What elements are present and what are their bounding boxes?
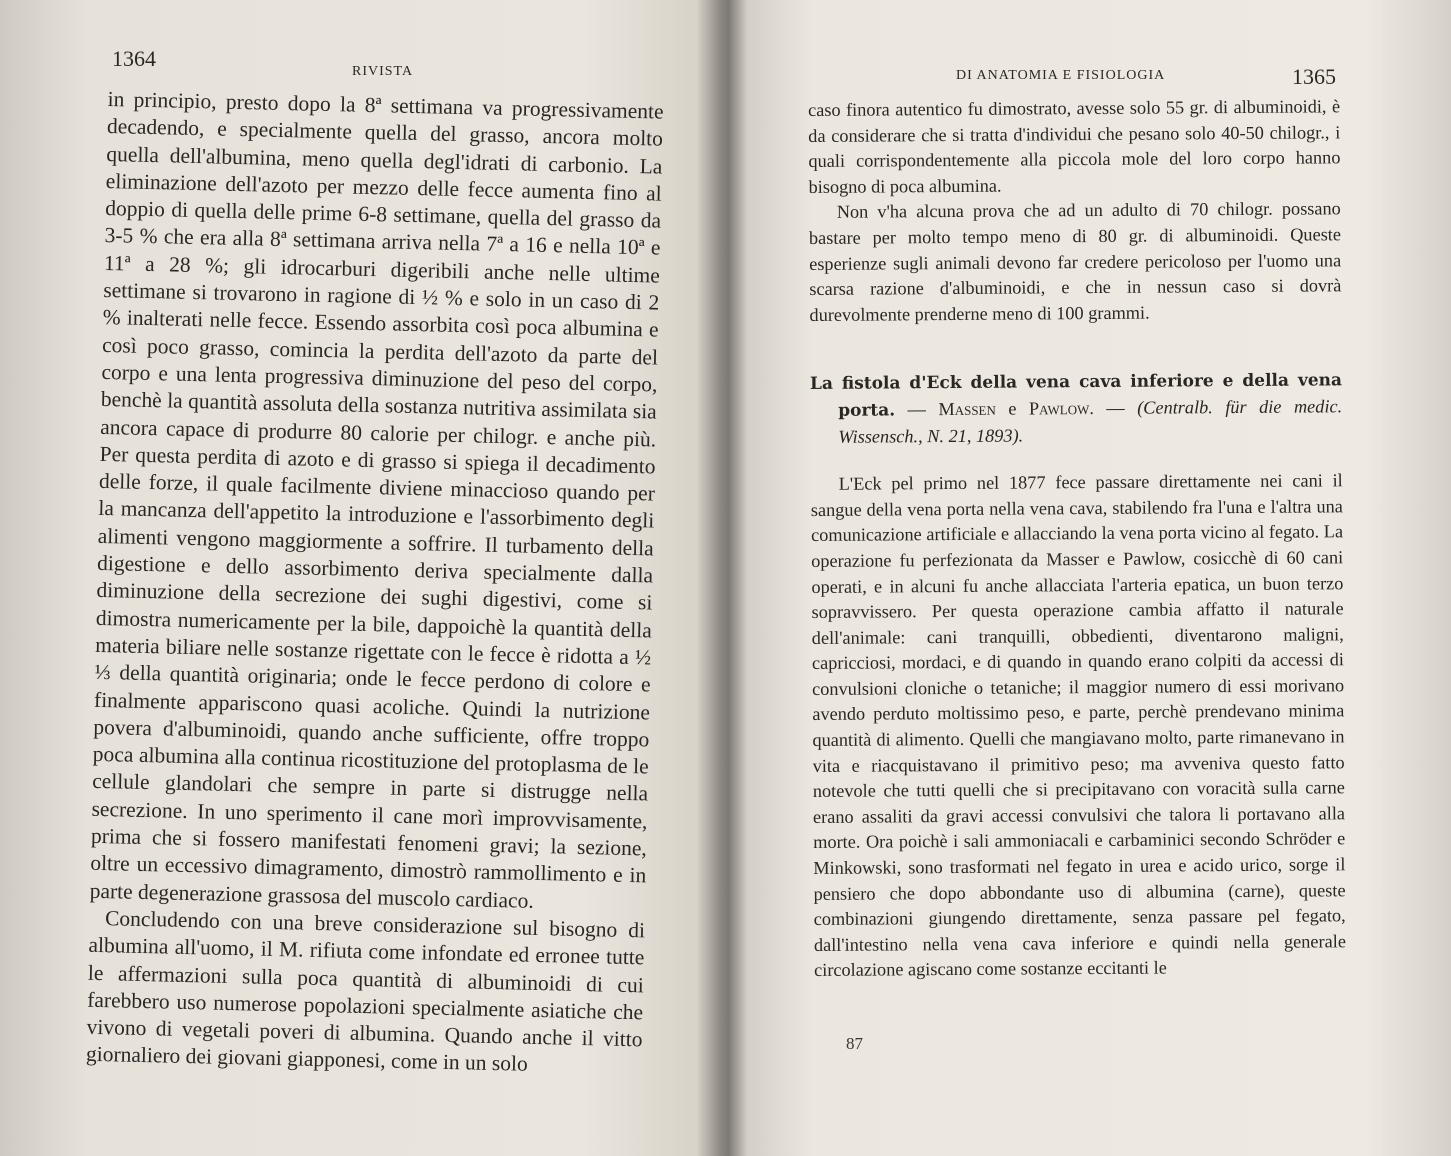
left-page-number: 1364	[112, 46, 156, 71]
article-title: La fistola d'Eck della vena cava inferiore e della vena porta.	[809, 370, 1343, 421]
left-paragraph-2: Concludendo con una breve considerazione sul bisogno di albumina all'uomo, il M. rifiuta come infondate ed erronee tutte le affermazioni sulla poca quantità di albuminoidi di cui farebbero uso numerose popolazioni specialmente asiatiche che vivono di vegetali poveri di albumina. Quando anche il vitto giornaliero dei giovani giapponesi, come in un solo	[85, 906, 646, 1077]
article-heading	[810, 368, 1343, 450]
right-running-head: DI ANATOMIA E FISIOLOGIA	[956, 68, 1166, 83]
left-running-head: RIVISTA	[352, 64, 414, 79]
right-page-number: 1365	[1292, 64, 1336, 89]
article-body: L'Eck pel primo nel 1877 fece passare direttamente nei cani il sangue della vena porta nella vena cava, stabilendo fra l'una e l'altra una comunicazione artificiale e allacciando la vena porta vicino al fegato. La operazione fu perfezionata da Masser e Pawlow, cosicchè di 60 cani operati, e in alcuni fu anche allacciata l'arteria epatica, un buon terzo sopravvissero. Per questa operazione cambia affatto il naturale dell'animale: cani tranquilli, obbedienti, diventarono maligni, capricciosi, mordaci, e di quando in quando erano colpiti da accessi di convulsioni cloniche o tetaniche; il maggior numero di essi morivano avendo perduto moltissimo peso, e parte, perchè prendevano minima quantità di alimento. Quelli che mangiavano molto, parte rimanevano in vita e riacquistavano il primitivo peso; ma avveniva questo fatto notevole che tutti quelli che si precipitavano con voracità sulla carne erano assaliti da gravi accessi convulsivi che talora li portavano alla morte. Ora poichè i sali ammoniacali e carbaminici secondo Schröder e Minkowski, sono trasformati nel fegato in urea e acido urico, sorge il pensiero che dopo abbondante uso di albumina (carne), queste combinazioni giungendo direttamente, senza passare pel fegato, dall'intestino nella vena cava inferiore e quindi nella generale circolazione agiscano come sostanze eccitanti le	[810, 470, 1346, 981]
left-paragraph-1: in principio, presto dopo la 8ª settimana va progressivamente decadendo, e specialmente quella del grasso, ancora molto quella dell'albumina, meno quella degl'idrati di carbonio. La eliminazione dell'azoto per mezzo delle fecce aumenta fino al doppio di quella delle prime 6-8 settimane, quella del grasso da 3-5 % che era alla 8ª settimana arriva nella 7ª a 16 e nella 10ª e 11ª a 28 %; gli idrocarburi digeribili anche nelle ultime settimane si trovarono in ragione di ½ % e solo in un caso di 2 % inalterati nelle fecce. Essendo assorbita così poca albumina e così poco grasso, comincia la perdita dell'azoto da parte del corpo e una lenta progressiva diminuzione del peso del corpo, benchè la quantità assoluta della sostanza nutritiva assimilata sia ancora capace di produrre 80 calorie per chilogr. e anche più. Per questa perdita di azoto e di grasso si spiega il decadimento delle forze, il quale facilmente diviene minaccioso quando per la mancanza dell'appetito la introduzione e l'assorbimento degli alimenti vengono maggiormente a soffrire. Il turbamento della digestione e dello assorbimento deriva specialmente dalla diminuzione della secrezione dei sughi digestivi, come si dimostra numericamente per la bile, dappoichè la quantità della materia biliare nelle sostanze rigettate con le fecce è ridotta a ½ ⅓ della quantità originaria; onde le fecce perdono di colore e finalmente appariscono quasi acoliche. Quindi la nutrizione povera d'albuminoidi, quando anche sufficiente, offre troppo poca albumina alla continua ricostituzione del protoplasma de le cellule glandolari che sempre in parte si distrugge nella secrezione. In uno sperimento il cane morì improvvisamente, prima che si fossero manifestati fenomeni gravi; la sezione, oltre un eccessivo dimagramento, dimostrò rammollimento e in parte degenerazione grassosa del muscolo cardiaco.	[89, 86, 664, 913]
signature-mark: 87	[846, 1034, 863, 1053]
article-dash-2: . —	[1089, 397, 1138, 418]
right-page-body	[808, 94, 1346, 984]
right-paragraph-1: caso finora autentico fu dimostrato, avesse solo 55 gr. di albuminoidi, è da considerare che si tratta d'individui che pesano solo 40-50 chilogr., i quali corrispondentemente alla piccola mole del loro corpo hanno bisogno di poca albumina.	[808, 96, 1341, 197]
article-author-1: Massen	[938, 398, 996, 420]
article-source: (Centralb. für die medic. Wissensch., N. 21, 1893).	[838, 396, 1343, 447]
right-page	[728, 0, 1451, 1156]
right-paragraph-2: Non v'ha alcuna prova che ad un adulto di 70 chilogr. possano bastare per molto tempo meno di 80 gr. di albuminoidi. Queste esperienze sugli animali devono far credere pericoloso per l'uomo una scarsa razione d'albuminoidi, e che in nessun caso si dovrà durevolmente prenderne meno di 100 grammi.	[808, 198, 1342, 325]
article-dash-1: —	[895, 399, 939, 420]
left-page-body	[86, 86, 664, 1081]
article-conjunction: e	[995, 398, 1030, 419]
article-author-2: Pawlow	[1028, 397, 1090, 419]
